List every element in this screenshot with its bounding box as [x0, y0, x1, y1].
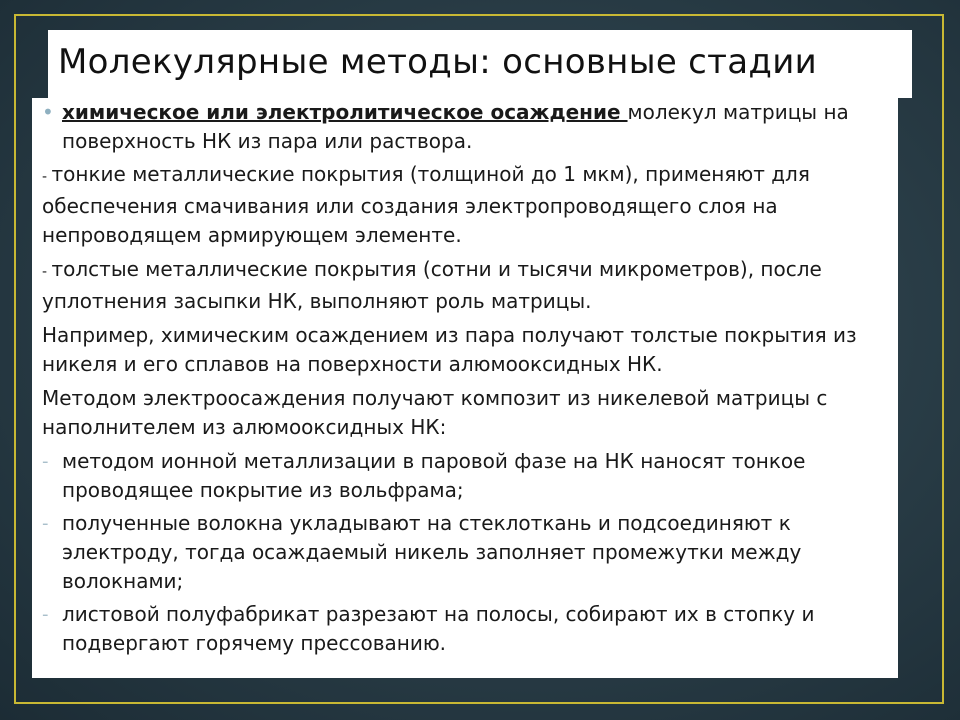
dash-item-1: [42, 160, 892, 250]
bullet-lead: химическое или электролитическое осаждение: [62, 100, 628, 124]
step-marker: -: [42, 604, 49, 625]
title-box: [48, 30, 912, 98]
dash-marker: -: [42, 169, 52, 185]
paragraph-example: Например, химическим осаждением из пара получают толстые покрытия из никеля и его сплавов на поверхности алюмооксидных НК.: [42, 323, 857, 376]
step-item-2: [42, 509, 892, 596]
step-text: методом ионной металлизации в паровой фазе на НК наносят тонкое проводящее покрытие из вольфрама;: [62, 449, 806, 502]
step-item-1: [42, 447, 892, 505]
dash-text: толстые металлические покрытия (сотни и тысячи микрометров), после уплотнения засыпки НК, выполняют роль матрицы.: [42, 257, 822, 313]
step-text: листовой полуфабрикат разрезают на полосы, собирают их в стопку и подвергают горячему прессованию.: [62, 602, 815, 655]
bullet-text-wrap: [62, 98, 892, 156]
bullet-item: [42, 98, 892, 156]
paragraph-method: Методом электроосаждения получают композит из никелевой матрицы с наполнителем из алюмооксидных НК:: [42, 386, 828, 439]
dash-marker: -: [42, 264, 52, 280]
step-text: полученные волокна укладывают на стеклоткань и подсоединяют к электроду, тогда осаждаемый никель заполняет промежутки между волокнами;: [62, 511, 802, 593]
slide-body: [42, 98, 892, 662]
bullet-text: молекул матрицы на поверхность НК из пара или раствора.: [62, 100, 849, 153]
step-marker: -: [42, 513, 49, 534]
dash-text: тонкие металлические покрытия (толщиной до 1 мкм), применяют для обеспечения смачивания или создания электропроводящего слоя на непроводящем армирующем элементе.: [42, 162, 810, 247]
bullet-marker: •: [42, 100, 54, 124]
step-marker: -: [42, 451, 49, 472]
step-item-3: [42, 600, 892, 658]
dash-item-2: [42, 255, 892, 316]
slide-title: Молекулярные методы: основные стадии: [58, 42, 817, 82]
content-box: [32, 98, 898, 678]
